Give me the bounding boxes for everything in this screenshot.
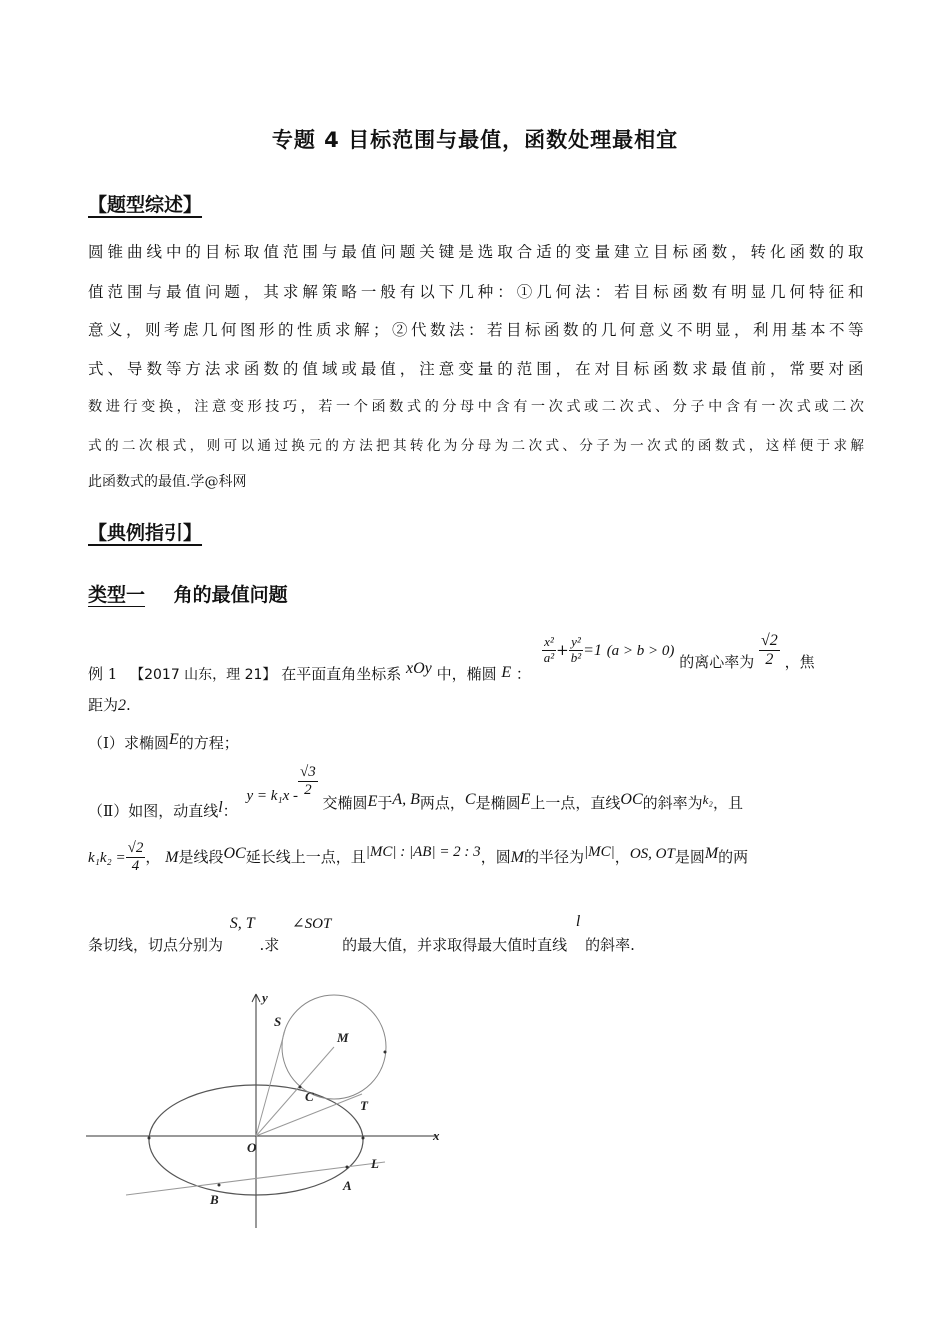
math-condition: (a > b > 0) xyxy=(606,642,675,659)
frac-den: 2 xyxy=(304,782,312,799)
text: ， xyxy=(145,847,161,866)
part-label: （Ⅱ） xyxy=(88,801,129,820)
y-arrow xyxy=(252,994,256,1002)
math-e: E xyxy=(168,731,179,748)
overview-line: 意义，则考虑几何图形的性质求解；②代数法：若目标函数的几何意义不明显，利用基本不等 xyxy=(88,321,864,339)
overview-line: 此函数式的最值.学@科网 xyxy=(88,474,247,490)
label-x: x xyxy=(433,1128,440,1143)
text: ，且 xyxy=(712,793,743,812)
text: 的两 xyxy=(718,847,749,866)
label-a: A xyxy=(343,1178,352,1193)
label-y: y xyxy=(262,990,268,1005)
math-xoy: xOy xyxy=(406,659,432,677)
math-k2: k₂ xyxy=(702,791,713,807)
text: . xyxy=(126,696,131,714)
frac-num: √2 xyxy=(126,840,146,858)
text: 的斜率为 xyxy=(642,793,703,812)
math-e: E xyxy=(501,663,512,681)
label-o: O xyxy=(247,1140,257,1155)
frac-num: √2 xyxy=(759,632,780,651)
point-c xyxy=(299,1086,302,1089)
point xyxy=(384,1051,387,1054)
point xyxy=(362,1137,365,1140)
text: 中，椭圆 xyxy=(436,664,497,683)
part-label: （Ⅰ） xyxy=(88,734,124,752)
label-c: C xyxy=(305,1089,314,1104)
math-e: E xyxy=(367,792,378,810)
point-a xyxy=(346,1166,349,1169)
math-k1k2: k₁k₂ = xyxy=(88,849,126,866)
text: 的最大值，并求取得最大值时直线 xyxy=(342,936,568,954)
overview-line: 圆锥曲线中的目标取值范围与最值问题关键是选取合适的变量建立目标函数，转化函数的取 xyxy=(88,243,864,261)
math-angle: ∠SOT xyxy=(292,916,332,932)
math-l: l xyxy=(218,798,223,816)
frac-den: 4 xyxy=(131,858,140,875)
label-b: B xyxy=(210,1192,219,1207)
math-m: M xyxy=(510,848,525,866)
point-b xyxy=(218,1184,221,1187)
math-l: l xyxy=(575,913,581,930)
text: 两点， xyxy=(419,793,465,812)
math-m: M xyxy=(165,848,179,866)
text: 的半径为 xyxy=(524,847,585,866)
math-c: C xyxy=(464,790,476,808)
text: 是圆 xyxy=(674,847,705,866)
text: 交椭圆 xyxy=(322,793,368,812)
text: 在平面直角坐标系 xyxy=(281,664,402,683)
text: 上一点，直线 xyxy=(530,793,621,812)
frac-num: √3 xyxy=(298,764,318,782)
label-l: L xyxy=(371,1156,379,1171)
math-m: M xyxy=(704,844,719,862)
text: .求 xyxy=(259,936,280,954)
text: 是椭圆 xyxy=(475,793,521,812)
text: ，圆 xyxy=(480,847,511,866)
frac-num: y² xyxy=(569,635,583,651)
type-title: 角的最值问题 xyxy=(173,584,288,606)
example-source: 【2017 山东，理 21】 xyxy=(130,666,277,683)
math-st: S, T xyxy=(229,915,255,932)
label-m: M xyxy=(337,1030,349,1045)
text: ， xyxy=(614,847,630,866)
section-heading-overview: 【题型综述】 xyxy=(88,194,203,216)
text: 如图，动直线 xyxy=(128,801,219,820)
text: 的斜率. xyxy=(585,936,635,954)
math-eq: =1 xyxy=(583,641,602,659)
math-ratio: |MC| : |AB| = 2 : 3 xyxy=(365,843,481,860)
math-osot: OS, OT xyxy=(629,845,675,862)
overview-line: 式的二次根式，则可以通过换元的方法把其转化为分母为二次式、分子为一次式的函数式，这样便于求解 xyxy=(88,438,864,454)
math-focal: 2 xyxy=(118,697,127,714)
text: 条切线，切点分别为 xyxy=(88,936,224,954)
frac-den: b² xyxy=(570,650,582,666)
label-t: T xyxy=(360,1098,368,1113)
example-prefix: 例 1 xyxy=(88,664,118,683)
text: 于 xyxy=(377,793,393,812)
section-heading-examples: 【典例指引】 xyxy=(88,522,203,544)
text: 是线段 xyxy=(178,847,224,866)
overview-line: 值范围与最值问题，其求解策略一般有以下几种：①几何法：若目标函数有明显几何特征和 xyxy=(88,283,864,301)
point xyxy=(148,1137,151,1140)
math-mc: |MC| xyxy=(584,843,615,860)
text: ： xyxy=(222,801,238,820)
page-title: 专题 4 目标范围与最值，函数处理最相宜 xyxy=(271,128,679,152)
frac-den: a² xyxy=(543,650,555,666)
math-oc: OC xyxy=(620,790,643,808)
text: 求椭圆 xyxy=(123,734,169,752)
overview-line: 数进行变换，注意变形技巧，若一个函数式的分母中含有一次式或二次式、分子中含有一次式或二次 xyxy=(88,399,864,415)
text: 的离心率为 xyxy=(679,652,755,671)
math-e: E xyxy=(520,790,531,808)
text: 的方程； xyxy=(178,734,239,752)
example-line-1: 例 1 【2017 山东，理 21】 在平面直角坐标系 xOy 中，椭圆 E ： $\frac{\text{x²}}{\text{a²}}$ + $\frac{\text{y²}}{\text{b²}}$ =1 (a > b > 0) 的离心率为 $\frac{√2}{2}$ ，焦 xyxy=(88,632,815,683)
line-equation: y = k₁x - xyxy=(246,787,299,804)
math-ab: A, B xyxy=(392,790,420,808)
frac-den: 2 xyxy=(765,651,774,669)
label-s: S xyxy=(274,1014,282,1029)
text: 延长线上一点，且 xyxy=(245,847,366,866)
text: 距为 xyxy=(88,696,119,714)
text: ： xyxy=(515,664,531,683)
frac-num: x² xyxy=(542,635,556,651)
text: ，焦 xyxy=(784,652,815,671)
overview-line: 式、导数等方法求函数的值域或最值，注意变量的范围，在对目标函数求最值前，常要对函 xyxy=(88,360,864,378)
y-arrow xyxy=(256,994,260,1002)
math-oc: OC xyxy=(223,844,246,862)
type-label: 类型一 xyxy=(88,584,146,606)
